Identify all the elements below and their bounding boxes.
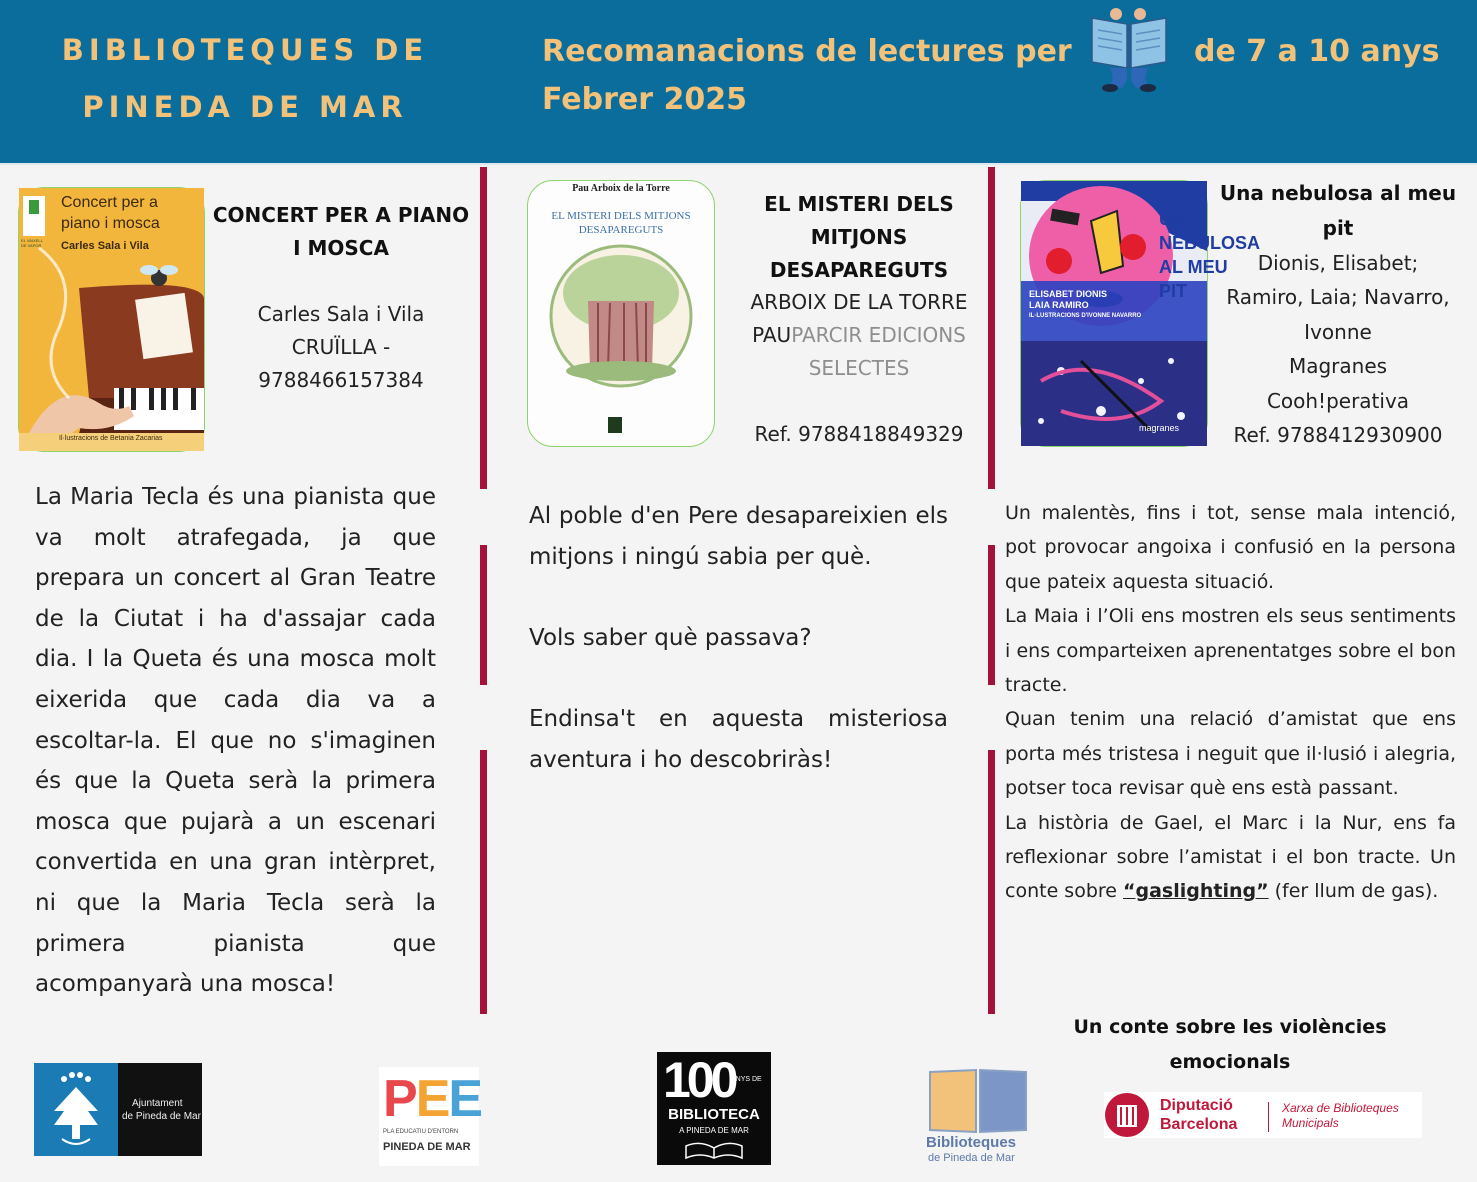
centenari-word: BIBLIOTECA <box>668 1106 760 1123</box>
centenari-biblioteca-logo[interactable] <box>657 1052 771 1165</box>
xarxa-line2: Municipals <box>1282 1116 1339 1130</box>
pee-letter: E <box>415 1070 449 1128</box>
book-title: Una nebulosa al meu pit <box>1219 181 1457 240</box>
book-isbn: Ref. 9788412930900 <box>1233 423 1443 448</box>
cover-title-line2: DESAPAREGUTS <box>578 224 664 236</box>
reading-child-icon <box>1086 8 1172 92</box>
book-imprint: Cooh!perativa <box>1266 388 1410 413</box>
book-author-continued: PAU <box>752 323 792 347</box>
book-summary <box>35 477 436 1005</box>
xarxa-text <box>1282 1101 1399 1131</box>
pee-town: PINEDA DE MAR <box>383 1141 471 1153</box>
cover-series: EL VAIXELL DE VAPOR <box>21 238 43 248</box>
book-author: ARBOIX DE LA TORRE <box>750 290 968 314</box>
cover-title-line1: UNA <box>1159 209 1198 229</box>
book-title <box>740 188 978 287</box>
diputacio-emblem-icon <box>1104 1092 1150 1138</box>
centenari-town: A PINEDA DE MAR <box>679 1126 749 1135</box>
diputacio-barcelona-logo[interactable] <box>1104 1092 1422 1138</box>
centenari-anys: ANYS DE <box>731 1076 762 1083</box>
book-isbn: 9788466157384 <box>258 368 424 392</box>
summary-text: La història de Gael, el Marc i la Nur, ens fa reflexionar sobre l’amistat i el bon tracte. Un conte sobre <box>1005 811 1456 903</box>
ajuntament-line1: Ajuntament <box>132 1098 183 1109</box>
summary-text: La Maria Tecla és una pianista que va molt atrafegada, ja que prepara un concert al Gran Teatre de la Ciutat i ha d'assajar cada dia. I la Queta és una mosca molt eixerida que cada dia va a escoltar-la. El que no s'imaginen és que la Queta serà la primera mosca que pujarà a un escenari convertida en una gran intèrpret, ni que la Maria Tecla serà la primera pianista que acompanyarà una mosca! <box>35 484 436 998</box>
book-metadata <box>1218 246 1458 452</box>
header-banner <box>0 0 1477 165</box>
summary-paragraph: La Maia i l’Oli ens mostren els seus sentiments i ens comparteixen aprenentatges sobre el bon tracte. <box>1005 605 1456 697</box>
pee-letter: E <box>448 1070 482 1128</box>
book-title: CONCERT PER A PIANO I MOSCA <box>212 203 470 260</box>
recommendations-heading <box>542 28 1072 124</box>
book-summary <box>529 496 948 780</box>
cover-title: Concert per a piano i mosca <box>61 194 160 232</box>
summary-text: (fer llum de gas). <box>1268 880 1439 903</box>
library-name <box>40 22 450 136</box>
book-publisher-continued: SELECTES <box>808 356 910 380</box>
book-publisher: PARCIR EDICIONS <box>791 323 966 347</box>
cover-title-line3: AL MEU PIT <box>1159 257 1228 301</box>
summary-paragraph <box>1005 806 1456 909</box>
summary-question: Vols saber què passava? <box>529 624 812 651</box>
column-divider <box>480 167 487 489</box>
column-divider <box>988 545 995 685</box>
cover-author: Pau Arboix de la Torre <box>572 183 670 194</box>
summary-paragraph: Quan tenim una relació d’amistat que ens porta més tristesa i neguit que il·lusió i alegria, potser toca revisar què ens està passant. <box>1005 708 1456 800</box>
biblioteques-subtitle: de Pineda de Mar <box>928 1152 1015 1164</box>
book-cover-nebulosa[interactable] <box>1020 180 1261 447</box>
open-book-icon <box>684 1140 744 1160</box>
biblioteques-title: Biblioteques <box>926 1134 1017 1151</box>
book-authors: Dionis, Elisabet; Ramiro, Laia; Navarro, Ivonne <box>1226 251 1450 344</box>
cover-author: LAIA RAMIRO <box>1029 300 1089 310</box>
ajuntament-emblem <box>34 1063 118 1156</box>
ajuntament-text <box>122 1097 202 1123</box>
logo-separator <box>1268 1102 1269 1132</box>
gaslighting-emphasis: “gaslighting” <box>1123 880 1269 903</box>
recommendations-line1: Recomanacions de lectures per <box>542 34 1072 69</box>
book-publisher: CRUÏLLA - <box>291 335 391 359</box>
book-metadata <box>212 298 470 397</box>
cover-illustrator: IL·LUSTRACIONS D'IVONNE NAVARRO <box>1029 313 1142 319</box>
library-name-line1: BIBLIOTEQUES DE <box>61 33 429 67</box>
book-title-line2: MITJONS <box>810 225 908 249</box>
book-title-line3: DESAPAREGUTS <box>769 258 949 282</box>
column-divider <box>988 750 995 1014</box>
xarxa-line1: Xarxa de Biblioteques <box>1282 1101 1399 1115</box>
cover-author: Carles Sala i Vila <box>61 240 149 252</box>
pee-logo[interactable] <box>379 1067 482 1166</box>
book-isbn: Ref. 9788418849329 <box>754 422 964 446</box>
summary-paragraph: Un malentès, fins i tot, sense mala intenció, pot provocar angoixa i confusió en la persona que pateix aquesta situació. <box>1005 502 1456 593</box>
book-summary <box>1005 496 1456 909</box>
age-range: de 7 a 10 anys <box>1194 34 1440 69</box>
pee-letters <box>383 1069 481 1129</box>
ajuntament-logo[interactable] <box>34 1063 202 1156</box>
centenari-number: 100 <box>663 1052 735 1108</box>
book-title-line1: EL MISTERI DELS <box>764 192 954 216</box>
summary-closing: Endinsa't en aquesta misteriosa aventura i ho descobriràs! <box>529 705 948 773</box>
diputacio-line2: Barcelona <box>1160 1116 1238 1133</box>
diputacio-text <box>1160 1096 1237 1134</box>
cover-title <box>528 209 714 237</box>
ajuntament-line2: de Pineda de Mar <box>122 1111 201 1122</box>
cover-title-line1: EL MISTERI DELS MITJONS <box>551 210 691 222</box>
cover-publisher: magranes <box>1139 423 1180 433</box>
cover-authors <box>1029 289 1141 322</box>
diputacio-line1: Diputació <box>1160 1097 1233 1114</box>
book-cover-misteri-mitjons[interactable] <box>527 180 715 447</box>
pee-letter: P <box>383 1070 416 1128</box>
summary-text: Al poble d'en Pere desapareixien els mitjons i ningú sabia per què. <box>529 503 948 570</box>
cover-author: ELISABET DIONIS <box>1029 289 1108 299</box>
closing-tagline: Un conte sobre les violències emocionals <box>1073 1016 1387 1073</box>
pee-subtitle: PLA EDUCATIU D'ENTORN <box>383 1129 459 1135</box>
recommendations-month: Febrer 2025 <box>542 82 747 117</box>
book-cover-concert-piano-mosca[interactable] <box>18 187 205 452</box>
book-icon <box>926 1062 1030 1134</box>
cover-title-line2: NEBULOSA <box>1159 233 1261 253</box>
biblioteques-pineda-logo[interactable] <box>926 1062 1030 1166</box>
column-divider <box>480 750 487 1014</box>
book-publisher: Magranes <box>1288 354 1388 379</box>
book-metadata <box>740 286 978 451</box>
tree-icon <box>34 1063 118 1156</box>
library-name-line2: PINEDA DE MAR <box>82 90 408 124</box>
column-divider <box>988 167 995 489</box>
cover-illustrator: Il·lustracions de Betania Zacarias <box>59 435 163 442</box>
book-author: Carles Sala i Vila <box>257 302 425 326</box>
column-divider <box>480 545 487 685</box>
